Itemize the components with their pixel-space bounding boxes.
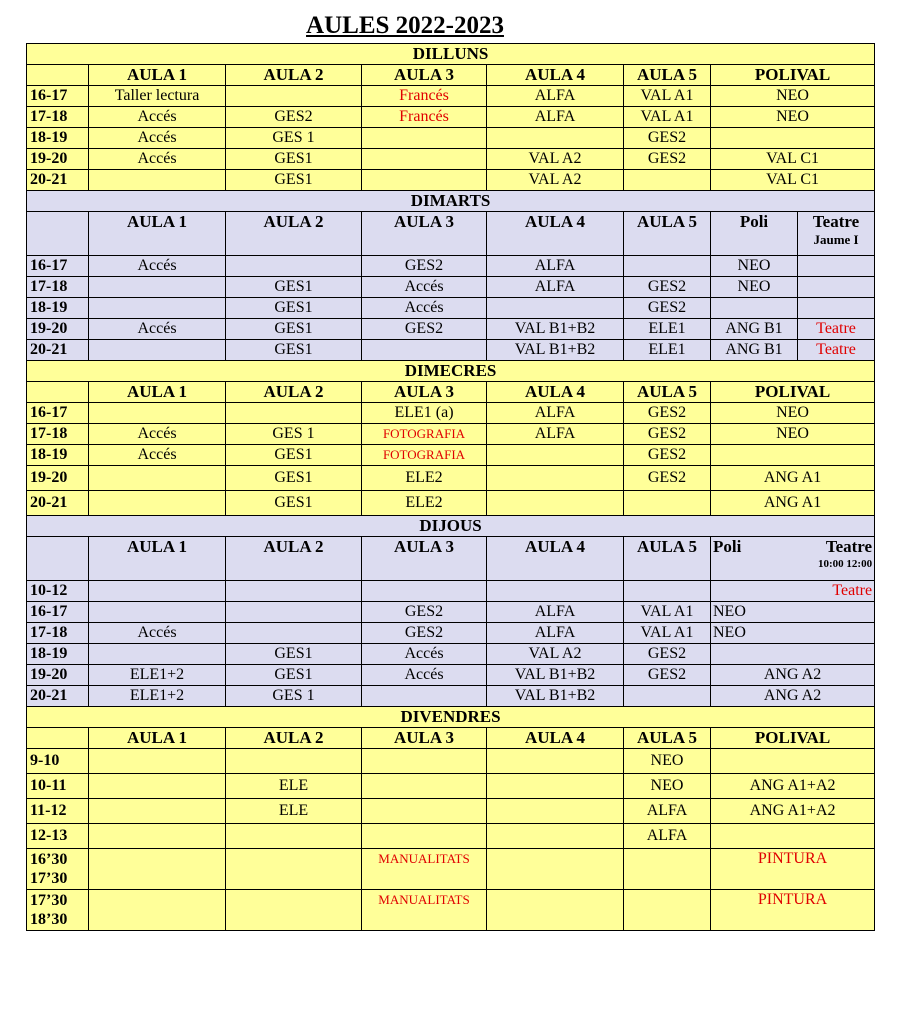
cell: GES 1: [226, 686, 362, 707]
schedule-table: [26, 43, 875, 931]
cell: [624, 890, 711, 931]
time-cell: 19-20: [27, 466, 89, 491]
column-header-row: [27, 382, 875, 403]
day-header-row: [27, 44, 875, 65]
cell: [89, 403, 226, 424]
cell: [226, 824, 362, 849]
cell: ANG A2: [711, 686, 875, 707]
time-end: 17’30: [30, 870, 68, 887]
cell: [711, 128, 875, 149]
cell: [487, 445, 624, 466]
cell: VAL A1: [624, 623, 711, 644]
header-aula5: AULA 5: [624, 65, 711, 86]
cell: [624, 491, 711, 516]
header-aula1: AULA 1: [89, 382, 226, 403]
cell: ELE2: [362, 491, 487, 516]
cell: [487, 749, 624, 774]
table-row: [27, 424, 875, 445]
header-aula1: AULA 1: [89, 537, 226, 581]
cell: VAL C1: [711, 149, 875, 170]
cell: ELE1: [624, 340, 711, 361]
cell: [89, 602, 226, 623]
cell: GES1: [226, 445, 362, 466]
cell: GES1: [226, 277, 362, 298]
cell: [89, 774, 226, 799]
cell: NEO: [711, 424, 875, 445]
table-row: [27, 491, 875, 516]
cell: [89, 799, 226, 824]
cell: ANG A1+A2: [711, 774, 875, 799]
header-aula1: AULA 1: [89, 728, 226, 749]
cell: MANUALITATS: [362, 849, 487, 890]
cell: [89, 890, 226, 931]
cell: GES1: [226, 170, 362, 191]
cell: NEO: [711, 403, 875, 424]
header-poli: Poli: [711, 212, 798, 256]
time-cell: 20-21: [27, 686, 89, 707]
header-aula4: AULA 4: [487, 728, 624, 749]
time-cell: 18-19: [27, 445, 89, 466]
table-row: [27, 749, 875, 774]
cell: GES2: [624, 149, 711, 170]
header-teatre-hours: 10:00 12:00: [818, 558, 873, 570]
cell: ALFA: [624, 824, 711, 849]
time-cell: 17-18: [27, 623, 89, 644]
header-teatre: [798, 212, 875, 256]
cell: VAL B1+B2: [487, 686, 624, 707]
cell: [798, 298, 875, 319]
cell: Accés: [362, 665, 487, 686]
table-row: [27, 319, 875, 340]
cell: [89, 581, 226, 602]
cell: GES1: [226, 340, 362, 361]
cell: [487, 491, 624, 516]
cell: Teatre: [798, 340, 875, 361]
cell: [89, 824, 226, 849]
cell: GES1: [226, 665, 362, 686]
cell: GES2: [624, 445, 711, 466]
table-row: [27, 128, 875, 149]
cell: [89, 277, 226, 298]
cell: GES2: [362, 319, 487, 340]
cell: ELE2: [362, 466, 487, 491]
cell: [711, 749, 875, 774]
cell: ALFA: [487, 403, 624, 424]
table-row: [27, 665, 875, 686]
cell: GES2: [362, 256, 487, 277]
cell: [711, 644, 875, 665]
cell: GES2: [362, 623, 487, 644]
header-aula1: AULA 1: [89, 212, 226, 256]
cell: GES2: [624, 403, 711, 424]
cell: VAL A2: [487, 170, 624, 191]
cell: NEO: [711, 86, 875, 107]
cell: Taller lectura: [89, 86, 226, 107]
header-aula2: AULA 2: [226, 65, 362, 86]
time-cell: 11-12: [27, 799, 89, 824]
cell: VAL B1+B2: [487, 319, 624, 340]
cell: ANG A1+A2: [711, 799, 875, 824]
time-start: 16’30: [30, 851, 68, 868]
cell: [798, 277, 875, 298]
header-aula4: AULA 4: [487, 65, 624, 86]
cell: GES1: [226, 149, 362, 170]
table-row: [27, 623, 875, 644]
day-header-row: [27, 361, 875, 382]
header-aula5: AULA 5: [624, 728, 711, 749]
header-aula1: AULA 1: [89, 65, 226, 86]
header-poli-teatre: [711, 537, 875, 581]
time-cell: 20-21: [27, 170, 89, 191]
time-cell: 10-11: [27, 774, 89, 799]
cell: ELE: [226, 774, 362, 799]
cell: GES1: [226, 466, 362, 491]
cell: ALFA: [487, 277, 624, 298]
cell: [226, 749, 362, 774]
day-dijous: DIJOUS: [27, 516, 875, 537]
header-aula2: AULA 2: [226, 382, 362, 403]
time-cell: 19-20: [27, 319, 89, 340]
time-start: 17’30: [30, 892, 68, 909]
page-title: AULES 2022-2023: [306, 12, 504, 39]
cell: Accés: [89, 623, 226, 644]
day-dimecres: DIMECRES: [27, 361, 875, 382]
cell: GES2: [226, 107, 362, 128]
cell: GES2: [624, 128, 711, 149]
cell: ELE1 (a): [362, 403, 487, 424]
table-row: [27, 849, 875, 890]
cell: FOTOGRAFIA: [362, 424, 487, 445]
cell: ALFA: [487, 424, 624, 445]
cell: [362, 149, 487, 170]
time-cell: 17-18: [27, 277, 89, 298]
cell: [711, 445, 875, 466]
table-row: [27, 298, 875, 319]
table-row: [27, 86, 875, 107]
cell: ELE1: [624, 319, 711, 340]
cell: ANG A2: [711, 665, 875, 686]
table-row: [27, 149, 875, 170]
header-polival: POLIVAL: [711, 382, 875, 403]
table-row: [27, 602, 875, 623]
table-row: [27, 277, 875, 298]
column-header-row: [27, 212, 875, 256]
cell: [362, 749, 487, 774]
cell: ALFA: [487, 107, 624, 128]
cell: ELE1+2: [89, 686, 226, 707]
cell: ALFA: [487, 256, 624, 277]
cell: FOTOGRAFIA: [362, 445, 487, 466]
cell: NEO: [624, 749, 711, 774]
table-row: [27, 824, 875, 849]
table-row: [27, 256, 875, 277]
cell: PINTURA: [711, 849, 875, 890]
cell: ANG B1: [711, 340, 798, 361]
cell: NEO: [711, 256, 798, 277]
time-cell: 9-10: [27, 749, 89, 774]
cell: Francés: [362, 107, 487, 128]
cell: [89, 340, 226, 361]
cell: PINTURA: [711, 890, 875, 931]
header-aula2: AULA 2: [226, 212, 362, 256]
cell: GES1: [226, 644, 362, 665]
cell: [362, 340, 487, 361]
cell: [487, 466, 624, 491]
cell: [226, 403, 362, 424]
cell: [487, 849, 624, 890]
cell: GES2: [624, 298, 711, 319]
header-aula4: AULA 4: [487, 212, 624, 256]
time-cell: 16-17: [27, 256, 89, 277]
table-row: [27, 799, 875, 824]
header-teatre-venue: Jaume I: [813, 232, 859, 247]
column-header-row: [27, 537, 875, 581]
cell: [798, 256, 875, 277]
cell: NEO: [624, 774, 711, 799]
header-aula3: AULA 3: [362, 65, 487, 86]
header-aula5: AULA 5: [624, 212, 711, 256]
day-divendres: DIVENDRES: [27, 707, 875, 728]
cell: [487, 298, 624, 319]
day-header-row: [27, 191, 875, 212]
cell: [362, 686, 487, 707]
column-header-row: [27, 728, 875, 749]
table-row: [27, 403, 875, 424]
cell: VAL C1: [711, 170, 875, 191]
cell: Teatre: [798, 319, 875, 340]
header-teatre: Teatre: [825, 537, 873, 556]
cell: [487, 774, 624, 799]
cell: [89, 849, 226, 890]
cell: [89, 749, 226, 774]
cell: ELE1+2: [89, 665, 226, 686]
cell: [89, 644, 226, 665]
cell: [362, 799, 487, 824]
cell: NEO: [711, 623, 875, 644]
cell: [226, 849, 362, 890]
day-header-row: [27, 707, 875, 728]
time-cell: 18-19: [27, 128, 89, 149]
header-aula2: AULA 2: [226, 537, 362, 581]
cell: GES2: [624, 466, 711, 491]
cell: [487, 581, 624, 602]
cell: Accés: [362, 277, 487, 298]
cell: ALFA: [487, 602, 624, 623]
cell: Accés: [89, 149, 226, 170]
time-cell: 19-20: [27, 665, 89, 686]
time-cell: 17-18: [27, 107, 89, 128]
table-row: [27, 686, 875, 707]
cell: GES 1: [226, 128, 362, 149]
cell: [711, 824, 875, 849]
table-row: [27, 107, 875, 128]
time-cell: 12-13: [27, 824, 89, 849]
cell: ANG A1: [711, 466, 875, 491]
time-cell: 20-21: [27, 491, 89, 516]
cell: Accés: [89, 424, 226, 445]
cell: [226, 581, 362, 602]
cell: ALFA: [487, 86, 624, 107]
cell: [226, 890, 362, 931]
cell: Accés: [89, 107, 226, 128]
cell: ALFA: [487, 623, 624, 644]
header-polival: POLIVAL: [711, 65, 875, 86]
day-header-row: [27, 516, 875, 537]
cell: [362, 170, 487, 191]
header-aula3: AULA 3: [362, 382, 487, 403]
header-poli: Poli: [713, 537, 742, 556]
header-aula2: AULA 2: [226, 728, 362, 749]
cell: NEO: [711, 277, 798, 298]
cell: [487, 128, 624, 149]
cell: GES2: [624, 644, 711, 665]
cell: [89, 298, 226, 319]
cell: VAL A1: [624, 86, 711, 107]
cell: [487, 890, 624, 931]
header-aula3: AULA 3: [362, 728, 487, 749]
cell: [711, 298, 798, 319]
cell: GES 1: [226, 424, 362, 445]
cell: GES2: [624, 665, 711, 686]
table-row: [27, 170, 875, 191]
time-cell: 10-12: [27, 581, 89, 602]
cell: [362, 824, 487, 849]
header-aula5: AULA 5: [624, 382, 711, 403]
cell: Teatre: [711, 581, 875, 602]
cell: [362, 774, 487, 799]
time-cell: 16-17: [27, 602, 89, 623]
cell: GES2: [624, 277, 711, 298]
table-row: [27, 466, 875, 491]
cell: Accés: [89, 445, 226, 466]
time-cell: 17-18: [27, 424, 89, 445]
cell: VAL A1: [624, 107, 711, 128]
cell: VAL A2: [487, 149, 624, 170]
header-polival: POLIVAL: [711, 728, 875, 749]
cell: ALFA: [624, 799, 711, 824]
day-dimarts: DIMARTS: [27, 191, 875, 212]
cell: ANG B1: [711, 319, 798, 340]
cell: VAL A1: [624, 602, 711, 623]
cell: MANUALITATS: [362, 890, 487, 931]
cell: [89, 491, 226, 516]
cell: GES2: [362, 602, 487, 623]
table-row: [27, 340, 875, 361]
header-aula3: AULA 3: [362, 537, 487, 581]
cell: [487, 824, 624, 849]
header-teatre-label: Teatre: [812, 212, 860, 231]
cell: Accés: [89, 256, 226, 277]
cell: Accés: [89, 319, 226, 340]
cell: [487, 799, 624, 824]
time-cell: 18-19: [27, 644, 89, 665]
cell: [624, 849, 711, 890]
cell: GES2: [624, 424, 711, 445]
column-header-row: [27, 65, 875, 86]
cell: GES1: [226, 298, 362, 319]
time-end: 18’30: [30, 911, 68, 928]
cell: [226, 602, 362, 623]
time-cell: [27, 890, 89, 931]
cell: [362, 128, 487, 149]
cell: [226, 86, 362, 107]
cell: [624, 686, 711, 707]
cell: ANG A1: [711, 491, 875, 516]
cell: GES1: [226, 319, 362, 340]
cell: [624, 256, 711, 277]
table-row: [27, 890, 875, 931]
time-cell: 18-19: [27, 298, 89, 319]
time-cell: 16-17: [27, 86, 89, 107]
table-row: [27, 774, 875, 799]
cell: Accés: [362, 298, 487, 319]
cell: [226, 256, 362, 277]
time-cell: 19-20: [27, 149, 89, 170]
cell: [226, 623, 362, 644]
day-dilluns: DILLUNS: [27, 44, 875, 65]
cell: VAL A2: [487, 644, 624, 665]
header-aula4: AULA 4: [487, 537, 624, 581]
cell: VAL B1+B2: [487, 340, 624, 361]
cell: [624, 170, 711, 191]
time-cell: 20-21: [27, 340, 89, 361]
header-aula3: AULA 3: [362, 212, 487, 256]
cell: [362, 581, 487, 602]
table-row: [27, 581, 875, 602]
time-cell: 16-17: [27, 403, 89, 424]
time-cell: [27, 849, 89, 890]
cell: GES1: [226, 491, 362, 516]
table-row: [27, 644, 875, 665]
cell: [89, 466, 226, 491]
cell: NEO: [711, 107, 875, 128]
cell: NEO: [711, 602, 875, 623]
cell: ELE: [226, 799, 362, 824]
cell: [624, 581, 711, 602]
cell: Accés: [89, 128, 226, 149]
cell: Francés: [362, 86, 487, 107]
header-aula4: AULA 4: [487, 382, 624, 403]
cell: Accés: [362, 644, 487, 665]
table-row: [27, 445, 875, 466]
cell: VAL B1+B2: [487, 665, 624, 686]
cell: [89, 170, 226, 191]
header-aula5: AULA 5: [624, 537, 711, 581]
